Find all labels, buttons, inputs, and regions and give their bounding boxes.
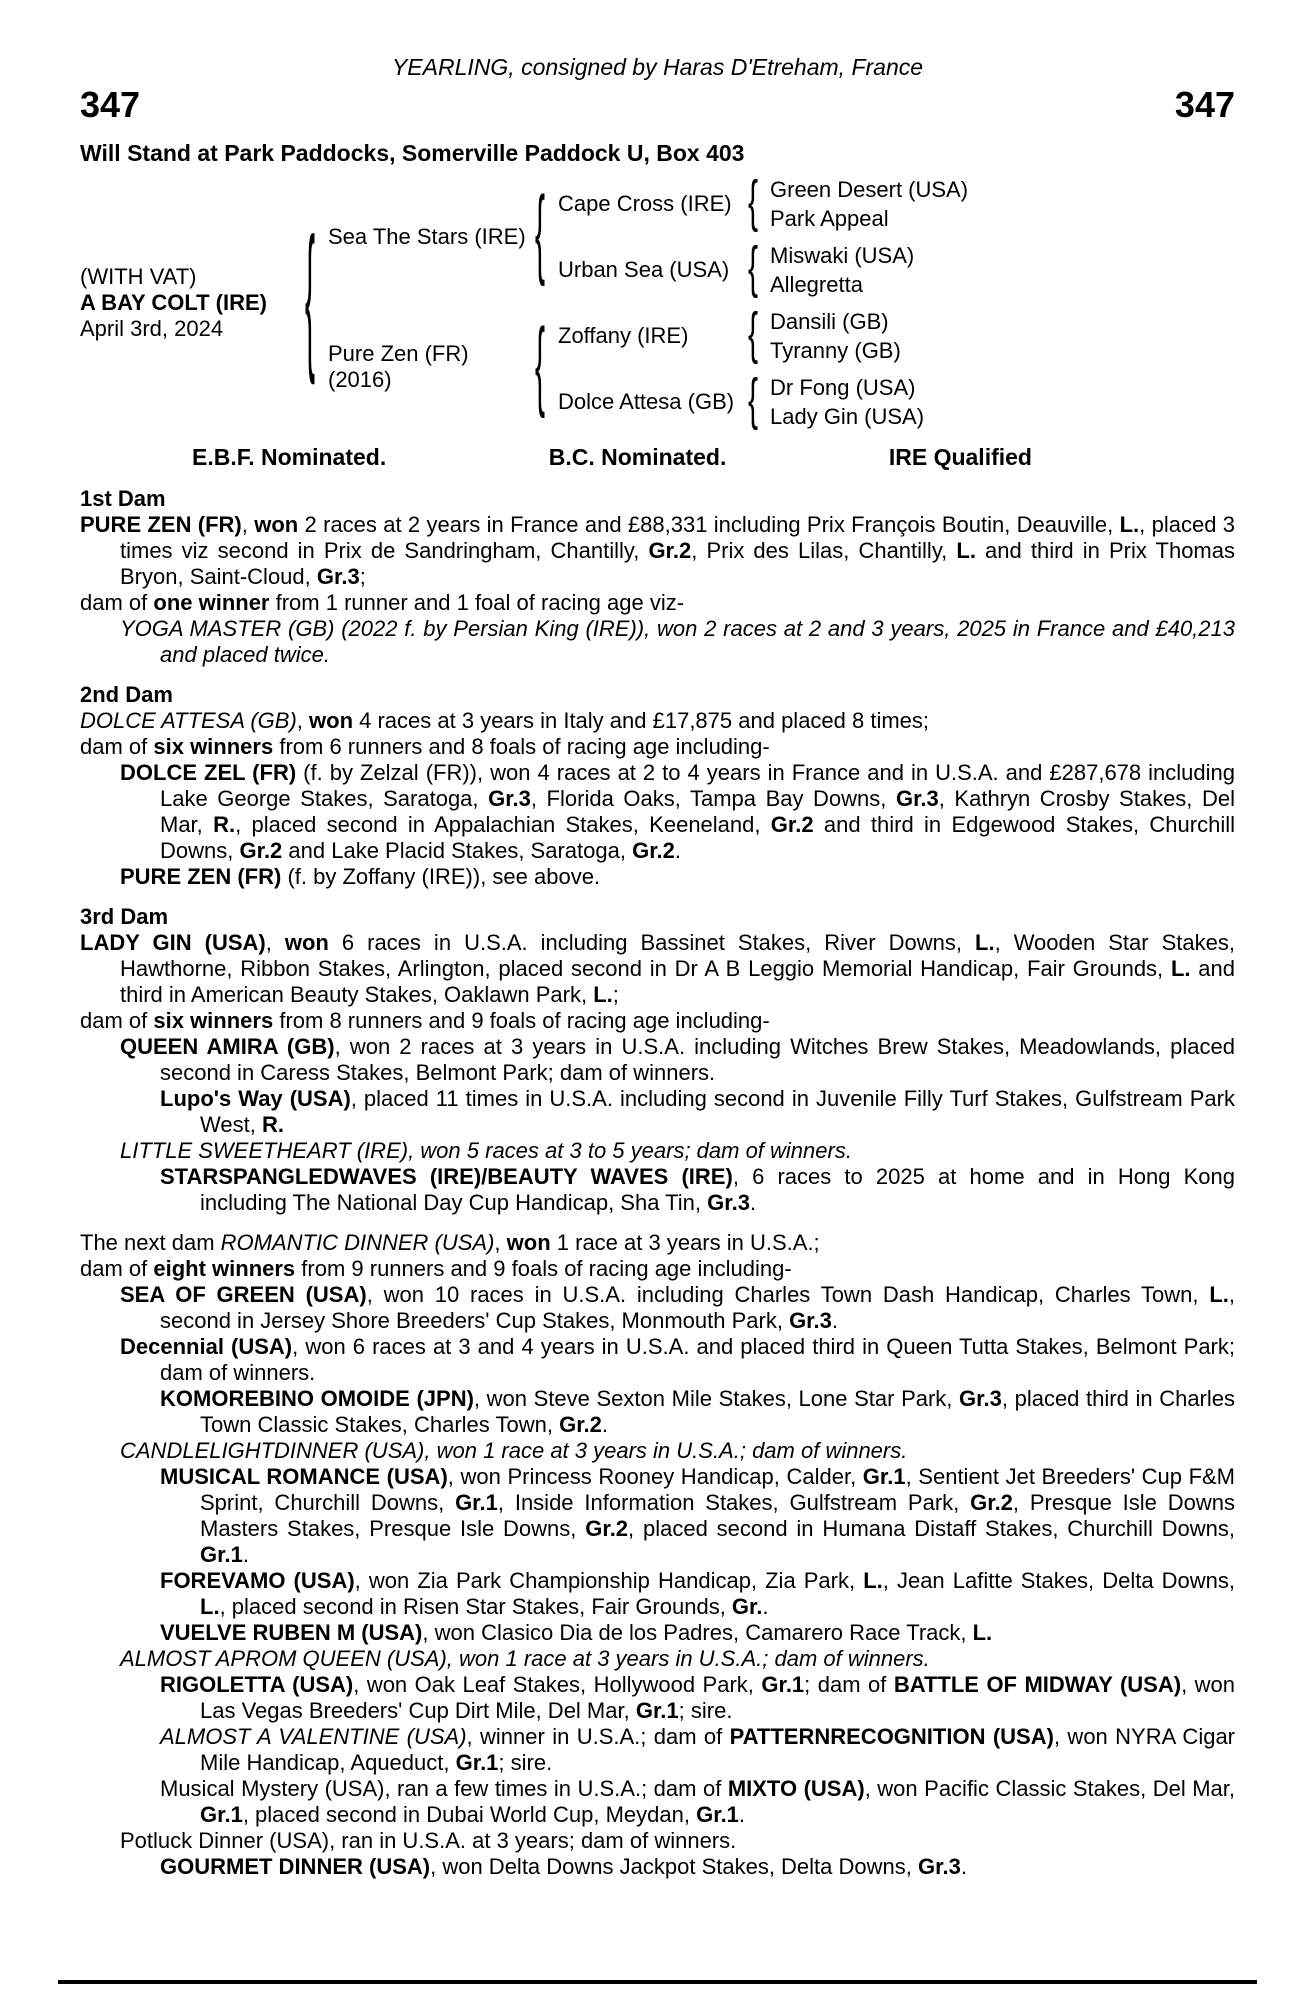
text-segment: Gr.1 [696, 1802, 739, 1827]
section-spacer [80, 1216, 1235, 1230]
text-segment: Gr.2 [632, 838, 675, 863]
text-segment: MIXTO (USA) [727, 1776, 865, 1801]
text-segment: ALMOST APROM QUEEN (USA), won 1 race at 3 years in U.S.A.; dam of winners. [120, 1646, 930, 1671]
text-segment: , placed second in Dubai World Cup, Meydan, [242, 1802, 697, 1827]
catalogue-paragraph [80, 1620, 1235, 1646]
text-segment: KOMOREBINO OMOIDE (JPN) [160, 1386, 474, 1411]
text-segment: dam of [80, 1256, 154, 1281]
dam-dam-name: Dolce Attesa (GB) [558, 389, 735, 414]
catalogue-paragraph [80, 930, 1235, 1008]
text-segment: , second in Jersey Shore Breeders' Cup Stakes, Monmouth Park, [160, 1282, 1235, 1333]
text-segment: and Lake Placid Stakes, Saratoga, [282, 838, 633, 863]
text-segment: one winner [153, 590, 270, 615]
text-segment: (f. by Zoffany (IRE)), see above. [281, 864, 601, 889]
text-segment: eight winners [153, 1256, 296, 1281]
catalogue-paragraph [80, 1034, 1235, 1086]
text-segment: won [284, 930, 329, 955]
colt-vat-note: (WITH VAT) [80, 264, 197, 289]
text-segment: from 6 runners and 8 foals of racing age including- [273, 734, 770, 759]
text-segment: L. [956, 538, 976, 563]
text-segment: , won Princess Rooney Handicap, Calder, [447, 1464, 863, 1489]
text-segment: Decennial (USA) [120, 1334, 293, 1359]
catalogue-paragraph [80, 708, 1235, 734]
pedigree-brace: { [748, 236, 759, 300]
text-segment: , Wooden Star Stakes, Hawthorne, Ribbon Stakes, Arlington, placed second in Dr A B Leggio Memorial Handicap, Fair Grounds, [120, 930, 1235, 981]
catalogue-paragraph [80, 1230, 1235, 1256]
dam-heading: 2nd Dam [80, 682, 173, 707]
catalogue-paragraph [80, 1724, 1235, 1776]
catalogue-paragraph [80, 1138, 1235, 1164]
catalogue-paragraph [80, 1256, 1235, 1282]
lot-number-row [80, 84, 1235, 126]
pedigree-brace: { [748, 368, 759, 432]
text-segment: , won 2 races at 3 years in U.S.A. including Witches Brew Stakes, Meadowlands, placed second in Caress Stakes, Belmont Park; dam of winners. [160, 1034, 1235, 1085]
text-segment: , won Oak Leaf Stakes, Hollywood Park, [353, 1672, 762, 1697]
catalogue-paragraph [80, 1086, 1235, 1138]
great-grandsire-name: Dansili (GB) [770, 309, 889, 334]
pedigree-brace: { [305, 210, 316, 389]
text-segment: , won Delta Downs Jackpot Stakes, Delta Downs, [430, 1854, 918, 1879]
text-segment: L. [975, 930, 995, 955]
text-segment: , Prix des Lilas, Chantilly, [691, 538, 957, 563]
sire-name: Sea The Stars (IRE) [328, 224, 526, 249]
colt-name: A BAY COLT (IRE) [80, 290, 268, 315]
text-segment: . [960, 1854, 967, 1879]
bottom-page-rule [58, 1980, 1257, 1984]
text-segment: , [494, 1230, 507, 1255]
text-segment: L. [593, 982, 613, 1007]
pedigree-brace: { [535, 311, 546, 421]
text-segment: , [296, 708, 310, 733]
text-segment: . [242, 1542, 249, 1567]
catalogue-paragraph [80, 512, 1235, 590]
text-segment: , winner in U.S.A.; dam of [466, 1724, 730, 1749]
text-segment: 4 races at 3 years in Italy and £17,875 and placed 8 times; [353, 708, 930, 733]
text-segment: Gr.2 [585, 1516, 629, 1541]
text-segment: , Sentient Jet Breeders' Cup F&M Sprint, Churchill Downs, [200, 1464, 1236, 1515]
great-granddam-name: Lady Gin (USA) [770, 404, 925, 429]
text-segment: L. [1209, 1282, 1229, 1307]
catalogue-paragraph [80, 1568, 1235, 1620]
catalogue-paragraph [80, 1008, 1235, 1034]
text-segment: Lupo's Way (USA) [160, 1086, 351, 1111]
text-segment: (f. by Zelzal (FR)), won 4 races at 2 to 4 years in France and in U.S.A. and £287,678 including Lake George Stakes, Saratoga, [160, 760, 1235, 811]
text-segment: ; sire. [678, 1698, 733, 1723]
text-segment: . [831, 1308, 838, 1333]
text-segment: , won 6 races at 3 and 4 years in U.S.A. and placed third in Queen Tutta Stakes, Belmont Park; dam of winners. [160, 1334, 1235, 1385]
text-segment: R. [213, 812, 236, 837]
text-segment: QUEEN AMIRA (GB) [120, 1034, 335, 1059]
catalogue-paragraph [80, 1464, 1235, 1568]
catalogue-text [80, 486, 1235, 1880]
text-segment: , won Zia Park Championship Handicap, Zia Park, [354, 1568, 864, 1593]
text-segment: . [762, 1594, 769, 1619]
ire-qualified-label: IRE Qualified [888, 444, 1032, 470]
lot-number-left: 347 [80, 84, 141, 125]
text-segment: 6 races in U.S.A. including Bassinet Stakes, River Downs, [328, 930, 975, 955]
text-segment: LADY GIN (USA) [80, 930, 266, 955]
text-segment: MUSICAL ROMANCE (USA) [160, 1464, 448, 1489]
text-segment: RIGOLETTA (USA) [160, 1672, 354, 1697]
catalogue-paragraph [80, 1854, 1235, 1880]
text-segment: PURE ZEN (FR) [120, 864, 282, 889]
sire-dam-name: Urban Sea (USA) [558, 257, 730, 282]
text-segment: and third in American Beauty Stakes, Oaklawn Park, [120, 956, 1235, 1007]
sire-sire-name: Cape Cross (IRE) [558, 191, 732, 216]
text-segment: Gr.3 [707, 1190, 750, 1215]
text-segment: , won 10 races in U.S.A. including Charles Town Dash Handicap, Charles Town, [366, 1282, 1210, 1307]
text-segment: . [674, 838, 682, 863]
text-segment: ; dam of [804, 1672, 894, 1697]
catalogue-paragraph [80, 864, 1235, 890]
text-segment: The next dam [80, 1230, 221, 1255]
great-granddam-name: Allegretta [770, 272, 863, 297]
text-segment: L. [863, 1568, 883, 1593]
ebf-nominated-label: E.B.F. Nominated. [192, 444, 387, 470]
text-segment: YOGA MASTER (GB) (2022 f. by Persian King (IRE)), won 2 races at 2 and 3 years, 2025 in France and £40,213 and placed twice. [120, 616, 1235, 667]
pedigree-brace: { [748, 302, 759, 366]
text-segment: CANDLELIGHTDINNER (USA), won 1 race at 3 years in U.S.A.; dam of winners. [120, 1438, 908, 1463]
text-segment: Gr.1 [862, 1464, 906, 1489]
catalogue-paragraph [80, 734, 1235, 760]
text-segment: Musical Mystery (USA), ran a few times in U.S.A.; dam of [160, 1776, 728, 1801]
text-segment: FOREVAMO (USA) [160, 1568, 355, 1593]
text-segment: Gr.1 [761, 1672, 805, 1697]
text-segment: , Inside Information Stakes, Gulfstream Park, [497, 1490, 971, 1515]
text-segment: , placed 3 times viz second in Prix de Sandringham, Chantilly, [120, 512, 1235, 563]
text-segment: from 1 runner and 1 foal of racing age viz- [269, 590, 685, 615]
text-segment: Gr.1 [200, 1542, 243, 1567]
text-segment: Gr.1 [635, 1698, 679, 1723]
text-segment: ; [612, 982, 619, 1007]
text-segment: , [265, 930, 285, 955]
text-segment: Gr.2 [970, 1490, 1013, 1515]
text-segment: GOURMET DINNER (USA) [160, 1854, 431, 1879]
text-segment: from 8 runners and 9 foals of racing age including- [273, 1008, 770, 1033]
text-segment: won [309, 708, 354, 733]
catalogue-paragraph [80, 1282, 1235, 1334]
pedigree-brace: { [748, 170, 759, 234]
text-segment: won [254, 512, 299, 537]
text-segment: , won Pacific Classic Stakes, Del Mar, [864, 1776, 1235, 1801]
text-segment: , Florida Oaks, Tampa Bay Downs, [530, 786, 896, 811]
text-segment: Gr.1 [455, 1750, 499, 1775]
text-segment: . [749, 1190, 757, 1215]
text-segment: dam of [80, 734, 154, 759]
catalogue-paragraph [80, 760, 1235, 864]
text-segment: Gr. [731, 1594, 763, 1619]
catalogue-paragraph [80, 1646, 1235, 1672]
text-segment: L. [1119, 512, 1140, 537]
dam-year: (2016) [328, 367, 392, 392]
text-segment: Gr.2 [559, 1412, 602, 1437]
text-segment: , Presque Isle Downs Masters Stakes, Presque Isle Downs, [200, 1490, 1235, 1541]
text-segment: , won Las Vegas Breeders' Cup Dirt Mile, Del Mar, [200, 1672, 1236, 1723]
consignor-line: YEARLING, consigned by Haras D'Etreham, France [391, 54, 924, 80]
dam-heading: 3rd Dam [80, 904, 169, 929]
catalogue-paragraph [80, 1438, 1235, 1464]
text-segment: , placed 11 times in U.S.A. including second in Juvenile Filly Turf Stakes, Gulfstream Park West, [200, 1086, 1235, 1137]
text-segment: L. [972, 1620, 993, 1645]
stand-location-line: Will Stand at Park Paddocks, Somerville Paddock U, Box 403 [80, 140, 745, 166]
text-segment: VUELVE RUBEN M (USA) [160, 1620, 423, 1645]
catalogue-paragraph [80, 590, 1235, 616]
text-segment: Gr.3 [316, 564, 360, 589]
text-segment: , placed second in Humana Distaff Stakes, Churchill Downs, [628, 1516, 1236, 1541]
text-segment: ROMANTIC DINNER (USA) [220, 1230, 495, 1255]
text-segment: PATTERNRECOGNITION (USA) [729, 1724, 1054, 1749]
great-grandsire-name: Green Desert (USA) [770, 177, 969, 202]
pedigree-brace: { [535, 179, 546, 289]
text-segment: ; sire. [498, 1750, 553, 1775]
text-segment: L. [1170, 956, 1191, 981]
text-segment: , placed second in Risen Star Stakes, Fair Grounds, [219, 1594, 732, 1619]
text-segment: Gr.3 [488, 786, 531, 811]
text-segment: . [601, 1412, 609, 1437]
great-grandsire-name: Dr Fong (USA) [770, 375, 916, 400]
text-segment: , placed second in Appalachian Stakes, Keeneland, [235, 812, 771, 837]
text-segment: , [241, 512, 255, 537]
text-segment: 1 race at 3 years in U.S.A.; [550, 1230, 820, 1255]
text-segment: ALMOST A VALENTINE (USA) [160, 1724, 467, 1749]
text-segment: Gr.3 [959, 1386, 1002, 1411]
text-segment: Gr.3 [895, 786, 939, 811]
text-segment: , won Clasico Dia de los Padres, Camarero Race Track, [422, 1620, 973, 1645]
text-segment: DOLCE ZEL (FR) [120, 760, 297, 785]
text-segment: dam of [80, 1008, 154, 1033]
text-segment: Gr.2 [648, 538, 692, 563]
text-segment: Gr.2 [770, 812, 814, 837]
text-segment: , 6 races to 2025 at home and in Hong Kong including The National Day Cup Handicap, Sha Tin, [200, 1164, 1235, 1215]
text-segment: STARSPANGLEDWAVES (IRE)/BEAUTY WAVES (IRE) [160, 1164, 733, 1189]
text-segment: , won Steve Sexton Mile Stakes, Lone Star Park, [473, 1386, 960, 1411]
text-segment: dam of [80, 590, 154, 615]
catalogue-paragraph [80, 1828, 1235, 1854]
catalogue-paragraph [80, 1776, 1235, 1828]
text-segment: 2 races at 2 years in France and £88,331 including Prix François Boutin, Deauville, [298, 512, 1120, 537]
catalogue-paragraph [80, 1334, 1235, 1386]
text-segment: , won NYRA Cigar Mile Handicap, Aqueduct, [200, 1724, 1236, 1775]
pedigree-table [80, 170, 1235, 432]
text-segment: R. [261, 1112, 284, 1137]
text-segment: Gr.1 [200, 1802, 243, 1827]
text-segment: DOLCE ATTESA (GB) [80, 708, 297, 733]
text-segment: and third in Prix Thomas Bryon, Saint-Cloud, [120, 538, 1235, 589]
text-segment: from 9 runners and 9 foals of racing age including- [295, 1256, 792, 1281]
text-segment: six winners [153, 734, 274, 759]
text-segment: L. [200, 1594, 220, 1619]
colt-foaling-date: April 3rd, 2024 [80, 316, 224, 341]
text-segment: , Jean Lafitte Stakes, Delta Downs, [882, 1568, 1236, 1593]
text-segment: PURE ZEN (FR) [80, 512, 242, 537]
text-segment: . [738, 1802, 746, 1827]
dam-name: Pure Zen (FR) [328, 341, 469, 366]
text-segment: Gr.3 [918, 1854, 961, 1879]
text-segment: , Kathryn Crosby Stakes, Del Mar, [160, 786, 1235, 837]
lot-number-right: 347 [1174, 84, 1235, 125]
nominations-row [192, 442, 1032, 472]
great-granddam-name: Tyranny (GB) [770, 338, 901, 363]
text-segment: , placed third in Charles Town Classic Stakes, Charles Town, [200, 1386, 1235, 1437]
text-segment: Gr.3 [789, 1308, 832, 1333]
text-segment: Gr.2 [239, 838, 283, 863]
text-segment: SEA OF GREEN (USA) [120, 1282, 367, 1307]
catalogue-paragraph [80, 1386, 1235, 1438]
text-segment: BATTLE OF MIDWAY (USA) [893, 1672, 1182, 1697]
bc-nominated-label: B.C. Nominated. [548, 444, 727, 470]
text-segment: LITTLE SWEETHEART (IRE), won 5 races at 3 to 5 years; dam of winners. [120, 1138, 852, 1163]
text-segment: six winners [153, 1008, 274, 1033]
catalogue-paragraph [80, 1164, 1235, 1216]
dam-sire-name: Zoffany (IRE) [558, 323, 689, 348]
catalogue-paragraph [80, 616, 1235, 668]
dam-heading: 1st Dam [80, 486, 166, 511]
text-segment: ; [359, 564, 366, 589]
text-segment: Potluck Dinner (USA), ran in U.S.A. at 3 years; dam of winners. [120, 1828, 737, 1853]
text-segment: and third in Edgewood Stakes, Churchill Downs, [160, 812, 1235, 863]
text-segment: won [506, 1230, 551, 1255]
great-grandsire-name: Miswaki (USA) [770, 243, 915, 268]
text-segment: Gr.1 [455, 1490, 498, 1515]
catalogue-paragraph [80, 1672, 1235, 1724]
great-granddam-name: Park Appeal [770, 206, 889, 231]
